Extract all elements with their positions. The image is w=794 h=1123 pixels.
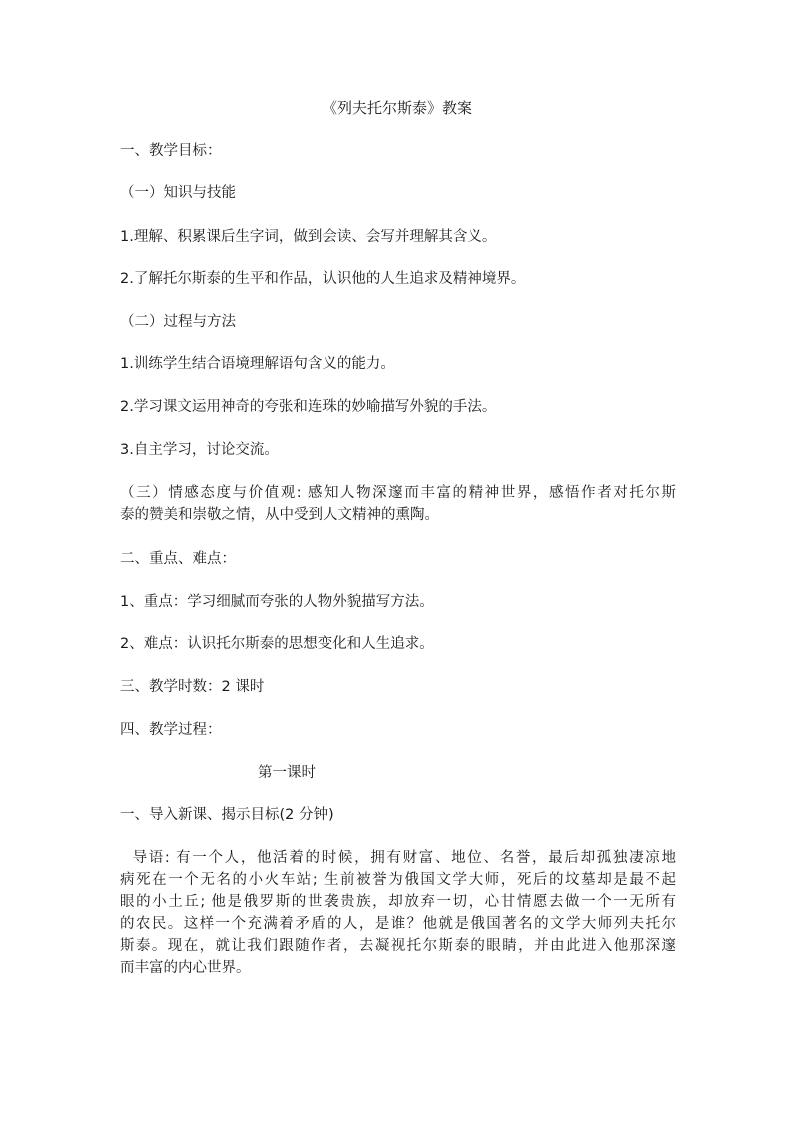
goal-item: 2.了解托尔斯泰的生平和作品，认识他的人生追求及精神境界。 bbox=[120, 271, 526, 287]
goal-item: 2.学习课文运用神奇的夸张和连珠的妙喻描写外貌的手法。 bbox=[120, 399, 497, 415]
subheading-knowledge-skills: （一）知识与技能 bbox=[120, 185, 236, 201]
paragraph-line: 眼的小土丘; 他是俄罗斯的世袭贵族，却放弃一切，心甘情愿去做一个一无所有 bbox=[120, 894, 676, 910]
paragraph-line: 病死在一个无名的小火车站; 生前被誉为俄国文学大师，死后的坟墓却是最不起 bbox=[120, 872, 676, 888]
paragraph-line: 的农民。这样一个充满着矛盾的人，是谁？他就是俄国著名的文学大师列夫托尔 bbox=[120, 916, 676, 932]
heading-key-difficult-points: 二、重点、难点： bbox=[120, 551, 236, 567]
goal-item: 1.训练学生结合语境理解语句含义的能力。 bbox=[120, 356, 395, 372]
paragraph-line: （三）情感态度与价值观: 感知人物深邃而丰富的精神世界，感悟作者对托尔斯 bbox=[120, 485, 676, 501]
goal-item: 3.自主学习，讨论交流。 bbox=[120, 442, 279, 458]
paragraph-line: 斯泰。现在，就让我们跟随作者，去凝视托尔斯泰的眼睛，并由此进入他那深邃 bbox=[120, 938, 676, 954]
heading-teaching-goals: 一、教学目标： bbox=[120, 143, 222, 159]
heading-teaching-hours: 三、教学时数：2 课时 bbox=[120, 679, 265, 695]
subheading-process-method: （二）过程与方法 bbox=[120, 314, 236, 330]
paragraph-line: 导语: 有一个人，他活着的时候，拥有财富、地位、名誉，最后却孤独凄凉地 bbox=[120, 850, 676, 866]
section-intro-heading: 一、导入新课、揭示目标(2 分钟) bbox=[120, 807, 334, 823]
intro-paragraph bbox=[120, 847, 676, 979]
heading-teaching-process: 四、教学过程： bbox=[120, 722, 222, 738]
difficult-point: 2、难点：认识托尔斯泰的思想变化和人生追求。 bbox=[120, 636, 434, 652]
paragraph-line: 泰的赞美和崇敬之情，从中受到人文精神的熏陶。 bbox=[120, 507, 439, 523]
goal-item: 1.理解、积累课后生字词，做到会读、会写并理解其含义。 bbox=[120, 229, 497, 245]
key-point: 1、重点：学习细腻而夸张的人物外貌描写方法。 bbox=[120, 594, 434, 610]
paragraph-line: 而丰富的内心世界。 bbox=[120, 960, 251, 976]
document-title: 《列夫托尔斯泰》教案 bbox=[321, 99, 472, 117]
lesson-title: 第一课时 bbox=[258, 765, 316, 781]
emotion-attitude-paragraph bbox=[120, 482, 676, 526]
